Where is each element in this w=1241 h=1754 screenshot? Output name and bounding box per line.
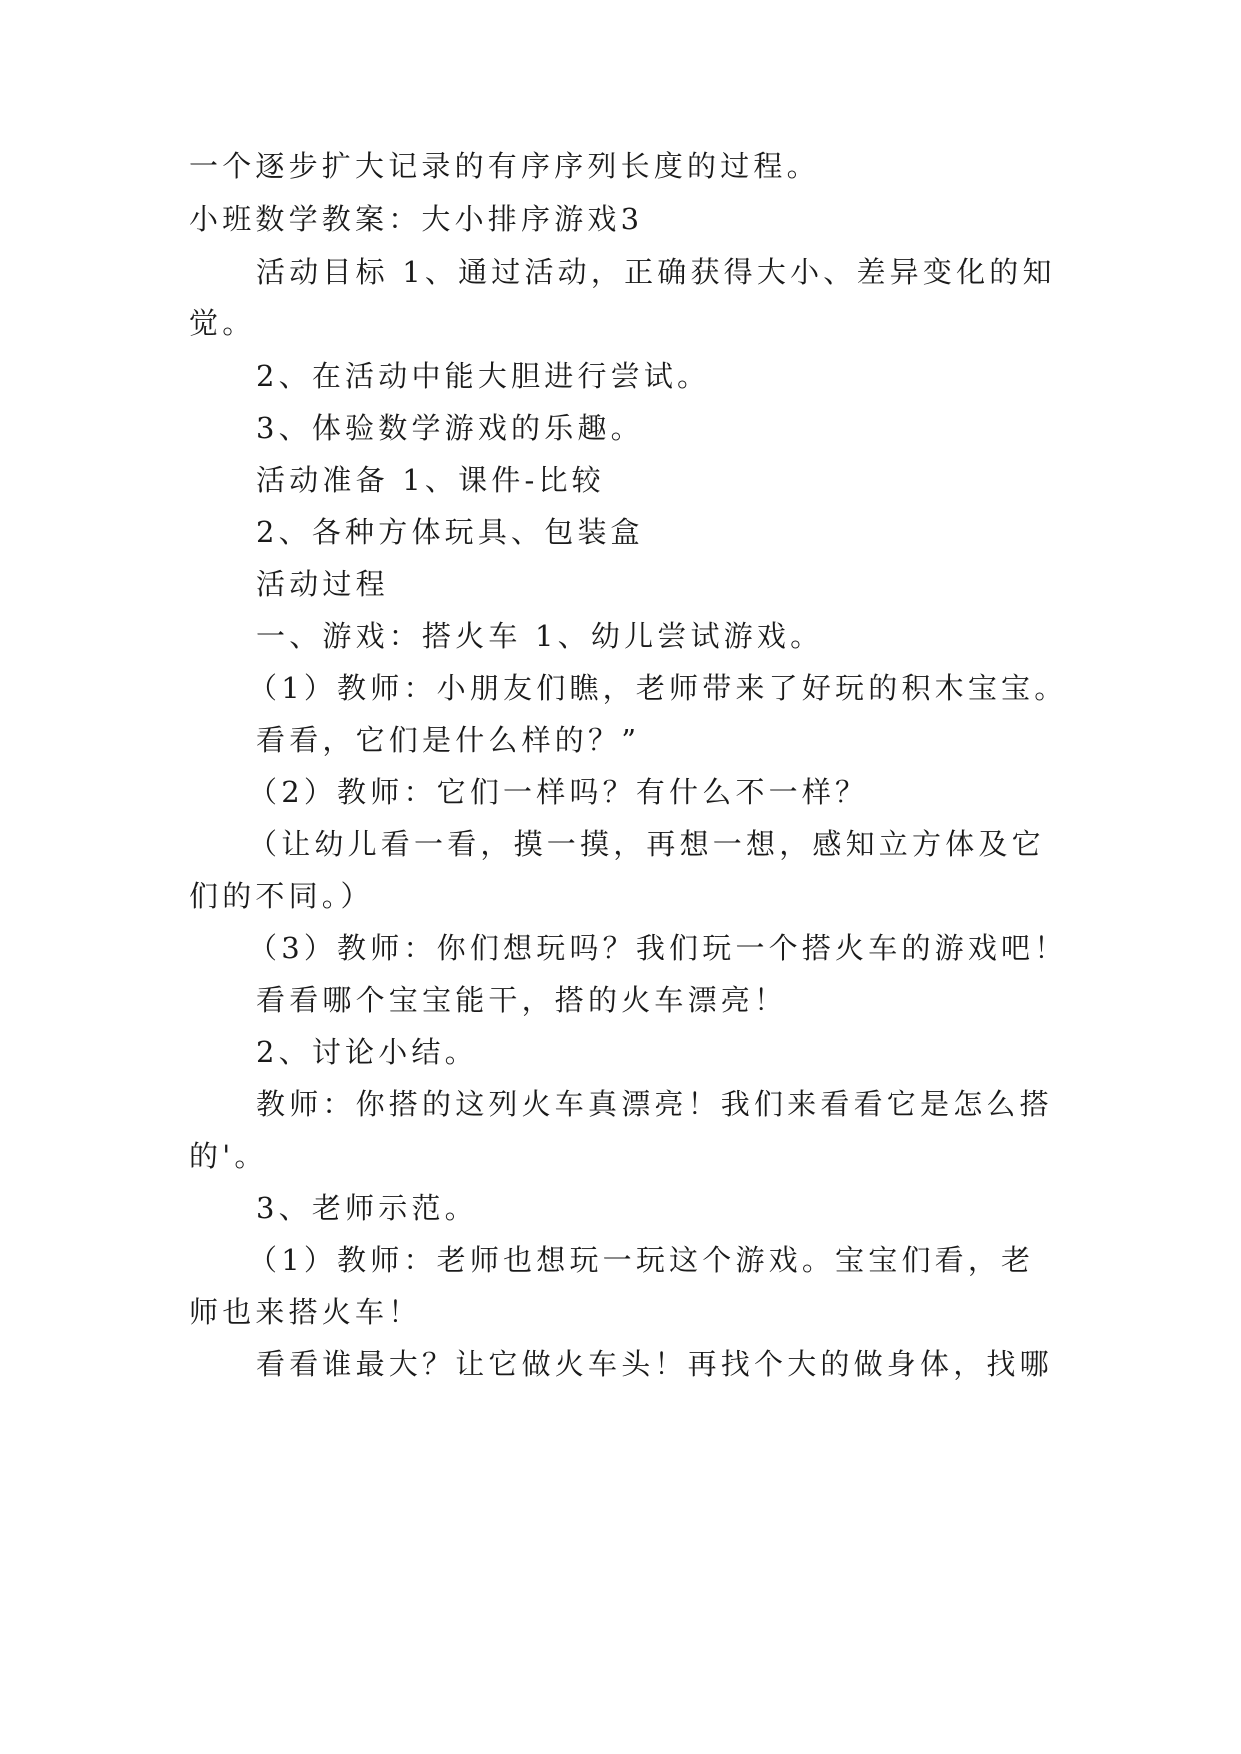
text-line: （让幼儿看一看，摸一摸，再想一想，感知立方体及它 [248,827,1045,861]
text-line: 看看，它们是什么样的？” [256,723,641,757]
text-line: 们的不同。） [189,879,374,913]
text-line: 师也来搭火车！ [189,1295,422,1329]
text-line: 觉。 [189,306,256,340]
text-line: 3、体验数学游戏的乐趣。 [256,411,644,445]
text-line: （2）教师：它们一样吗？有什么不一样？ [248,775,869,809]
text-line: 3、老师示范。 [256,1191,478,1225]
lesson-title: 小班数学教案：大小排序游戏3 [189,202,644,236]
text-line: 2、各种方体玩具、包装盒 [256,515,644,549]
text-line: 教师：你搭的这列火车真漂亮！我们来看看它是怎么搭 [256,1087,1053,1121]
text-line: 2、在活动中能大胆进行尝试。 [256,359,711,393]
text-line: 看看谁最大？让它做火车头！再找个大的做身体，找哪 [256,1347,1053,1381]
text-line: 一、游戏：搭火车 1、幼儿尝试游戏。 [256,619,824,653]
text-line: （3）教师：你们想玩吗？我们玩一个搭火车的游戏吧！ [248,931,1068,965]
section-heading: 活动过程 [256,567,389,601]
text-line: 2、讨论小结。 [256,1035,478,1069]
text-line: 的'。 [189,1139,268,1173]
text-line: （1）教师：小朋友们瞧，老师带来了好玩的积木宝宝。 [248,671,1068,705]
text-line: 看看哪个宝宝能干，搭的火车漂亮！ [256,983,788,1017]
text-line: 活动目标 1、通过活动，正确获得大小、差异变化的知 [256,255,1056,289]
text-line: （1）教师：老师也想玩一玩这个游戏。宝宝们看，老 [248,1243,1035,1277]
text-line: 活动准备 1、课件-比较 [256,463,605,497]
text-line: 一个逐步扩大记录的有序序列长度的过程。 [189,149,820,183]
